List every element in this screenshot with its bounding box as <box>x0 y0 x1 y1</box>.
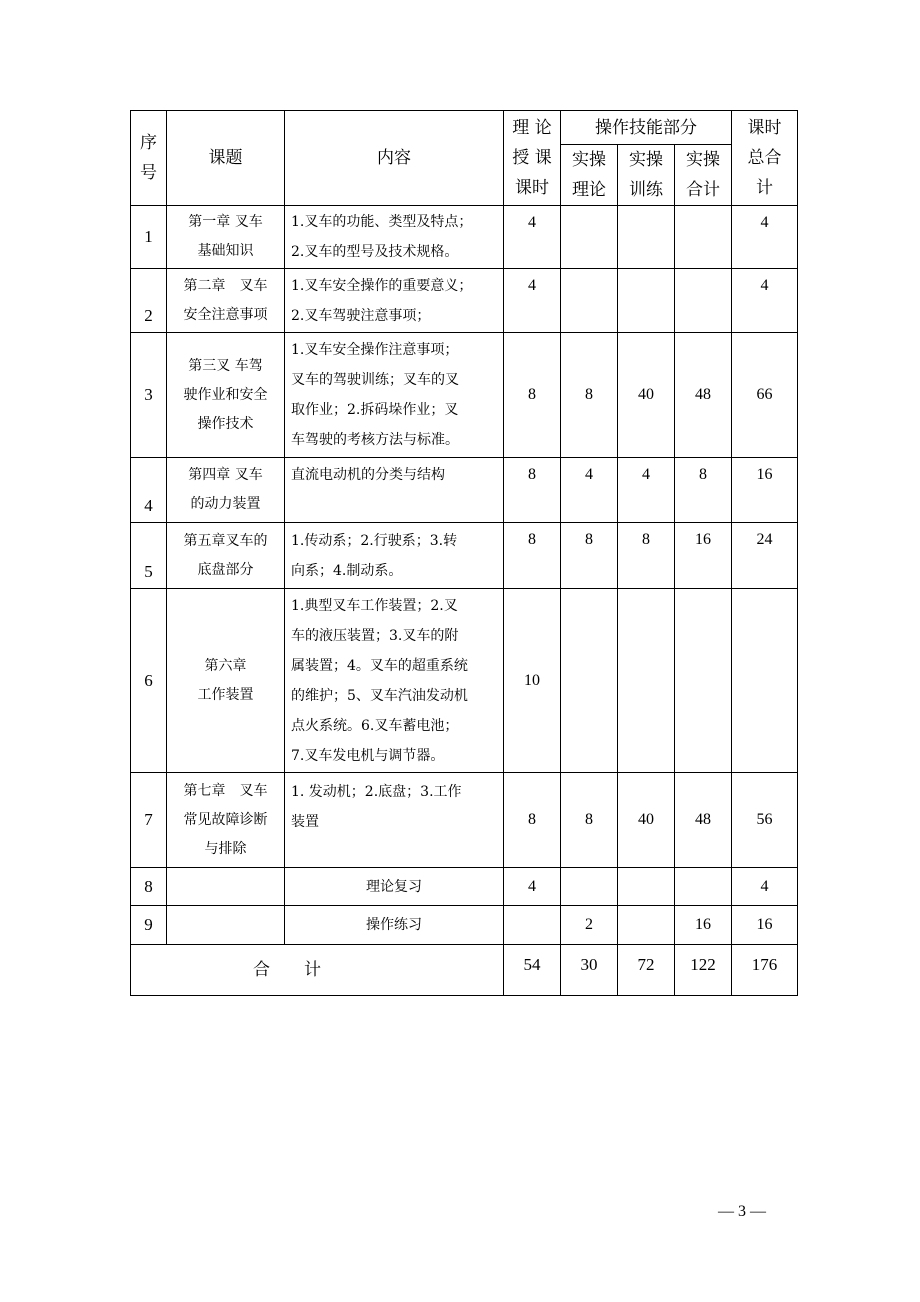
row-seq: 6 <box>131 589 167 773</box>
table-row <box>131 206 798 269</box>
totals-ops-training: 72 <box>618 945 675 996</box>
row-ops-theory: 4 <box>561 458 618 523</box>
topic-line: 第三叉 车驾 <box>188 357 263 374</box>
row-seq: 3 <box>131 333 167 458</box>
header-theory-line: 授 课 <box>512 148 552 168</box>
row-ops-total: 48 <box>675 333 732 458</box>
header-ops-line: 实操 <box>686 150 720 170</box>
header-total-line: 总合 <box>747 148 782 168</box>
content-line: 的维护；5、叉车汽油发动机 <box>291 687 468 704</box>
table-row <box>131 589 798 773</box>
content-line: 1. 发动机；2.底盘；3.工作 <box>291 784 462 800</box>
header-ops-line: 实操 <box>629 150 663 170</box>
header-theory-hours <box>504 111 561 206</box>
content-line: 向系；4.制动系。 <box>291 562 403 579</box>
row-content <box>285 523 504 589</box>
header-ops-line: 理论 <box>572 180 606 200</box>
row-seq: 4 <box>131 458 167 523</box>
row-ops-training <box>618 589 675 773</box>
course-hours-table <box>130 110 798 996</box>
row-ops-total <box>675 589 732 773</box>
header-ops-line: 训练 <box>629 180 663 200</box>
row-seq: 7 <box>131 773 167 868</box>
topic-line: 第七章 叉车 <box>183 782 268 799</box>
totals-ops-total: 122 <box>675 945 732 996</box>
row-ops-training <box>618 269 675 333</box>
row-total-hours: 4 <box>732 269 798 333</box>
row-ops-training: 40 <box>618 773 675 868</box>
header-ops-training <box>618 145 675 206</box>
row-topic <box>167 589 285 773</box>
header-ops-line: 合计 <box>686 180 720 200</box>
header-seq <box>131 111 167 206</box>
course-hours-table-container <box>130 110 797 996</box>
row-content <box>285 589 504 773</box>
row-ops-theory <box>561 589 618 773</box>
row-ops-training <box>618 868 675 906</box>
content-line: 车驾驶的考核方法与标准。 <box>291 432 459 448</box>
table-row <box>131 269 798 333</box>
totals-ops-theory: 30 <box>561 945 618 996</box>
row-seq: 1 <box>131 206 167 269</box>
row-ops-training: 40 <box>618 333 675 458</box>
header-ops-line: 实操 <box>572 150 606 170</box>
topic-line: 第四章 叉车 <box>188 467 263 483</box>
row-ops-total: 48 <box>675 773 732 868</box>
topic-line: 的动力装置 <box>190 496 261 512</box>
row-topic <box>167 906 285 945</box>
row-content <box>285 206 504 269</box>
row-topic <box>167 269 285 333</box>
header-total-line: 课时 <box>747 118 782 138</box>
table-row <box>131 523 798 589</box>
topic-line: 第六章 <box>204 657 247 674</box>
row-ops-training: 8 <box>618 523 675 589</box>
header-topic: 课题 <box>167 111 285 206</box>
table-row <box>131 868 798 906</box>
content-line: 1.叉车的功能、类型及特点； <box>291 214 473 230</box>
content-line: 2.叉车驾驶注意事项； <box>291 307 431 324</box>
content-line: 1.典型叉车工作装置；2.叉 <box>291 597 458 614</box>
topic-line: 基础知识 <box>197 243 254 259</box>
header-total-line: 计 <box>756 178 774 198</box>
row-content <box>285 773 504 868</box>
content-line: 装置 <box>291 814 319 830</box>
row-theory-hours: 8 <box>504 523 561 589</box>
row-total-hours: 16 <box>732 906 798 945</box>
header-ops-theory <box>561 145 618 206</box>
topic-line: 第一章 叉车 <box>188 214 263 230</box>
row-content <box>285 458 504 523</box>
row-theory-hours <box>504 906 561 945</box>
row-ops-theory <box>561 269 618 333</box>
table-row <box>131 773 798 868</box>
content-line: 叉车的驾驶训练；叉车的叉 <box>291 372 459 388</box>
topic-line: 操作技术 <box>197 415 254 432</box>
topic-line: 驶作业和安全 <box>183 386 268 403</box>
row-theory-hours: 8 <box>504 458 561 523</box>
header-ops-group: 操作技能部分 <box>561 111 732 145</box>
row-total-hours: 56 <box>732 773 798 868</box>
row-topic <box>167 206 285 269</box>
topic-line: 常见故障诊断 <box>183 811 268 828</box>
header-content: 内容 <box>285 111 504 206</box>
totals-total-hours: 176 <box>732 945 798 996</box>
row-theory-hours: 4 <box>504 206 561 269</box>
row-theory-hours: 4 <box>504 269 561 333</box>
row-ops-theory: 2 <box>561 906 618 945</box>
row-total-hours: 66 <box>732 333 798 458</box>
row-topic <box>167 333 285 458</box>
content-line: 1.叉车安全操作的重要意义； <box>291 277 473 294</box>
row-ops-total: 16 <box>675 906 732 945</box>
content-line: 直流电动机的分类与结构 <box>291 467 445 483</box>
row-total-hours: 16 <box>732 458 798 523</box>
header-seq-line: 序 <box>140 133 157 153</box>
row-content: 操作练习 <box>285 906 504 945</box>
topic-line: 工作装置 <box>197 686 254 703</box>
row-theory-hours: 8 <box>504 773 561 868</box>
row-content <box>285 269 504 333</box>
table-row <box>131 333 798 458</box>
topic-line: 第五章叉车的 <box>183 532 268 549</box>
content-line: 取作业；2.拆码垛作业；叉 <box>291 402 459 418</box>
row-total-hours: 4 <box>732 206 798 269</box>
content-line: 2.叉车的型号及技术规格。 <box>291 244 459 260</box>
row-seq: 2 <box>131 269 167 333</box>
row-ops-theory: 8 <box>561 333 618 458</box>
row-ops-total: 16 <box>675 523 732 589</box>
row-ops-training <box>618 206 675 269</box>
row-topic <box>167 868 285 906</box>
header-theory-line: 课时 <box>515 178 549 198</box>
totals-row <box>131 945 798 996</box>
content-line: 车的液压装置；3.叉车的附 <box>291 627 459 644</box>
row-theory-hours: 10 <box>504 589 561 773</box>
row-content <box>285 333 504 458</box>
row-theory-hours: 8 <box>504 333 561 458</box>
topic-line: 安全注意事项 <box>183 306 268 323</box>
row-ops-total <box>675 206 732 269</box>
content-line: 点火系统。6.叉车蓄电池； <box>291 717 459 734</box>
header-seq-line: 号 <box>140 163 157 183</box>
header-theory-line: 理 论 <box>512 118 552 138</box>
topic-line: 与排除 <box>204 840 247 857</box>
totals-theory-hours: 54 <box>504 945 561 996</box>
row-content: 理论复习 <box>285 868 504 906</box>
page-number: — 3 — <box>718 1203 766 1220</box>
row-ops-theory <box>561 206 618 269</box>
row-total-hours: 4 <box>732 868 798 906</box>
row-ops-theory: 8 <box>561 773 618 868</box>
topic-line: 第二章 叉车 <box>183 277 268 294</box>
row-ops-total <box>675 269 732 333</box>
row-total-hours: 24 <box>732 523 798 589</box>
row-total-hours <box>732 589 798 773</box>
row-ops-total <box>675 868 732 906</box>
row-ops-theory: 8 <box>561 523 618 589</box>
content-line: 1.叉车安全操作注意事项； <box>291 342 459 358</box>
row-ops-training: 4 <box>618 458 675 523</box>
content-line: 1.传动系；2.行驶系；3.转 <box>291 532 458 549</box>
totals-label: 合 计 <box>131 945 504 996</box>
table-row <box>131 458 798 523</box>
row-seq: 9 <box>131 906 167 945</box>
row-topic <box>167 458 285 523</box>
row-topic <box>167 523 285 589</box>
row-ops-total: 8 <box>675 458 732 523</box>
content-line: 7.叉车发电机与调节器。 <box>291 747 445 764</box>
header-total-hours <box>732 111 798 206</box>
topic-line: 底盘部分 <box>197 561 254 578</box>
row-ops-theory <box>561 868 618 906</box>
row-theory-hours: 4 <box>504 868 561 906</box>
header-ops-total <box>675 145 732 206</box>
row-seq: 5 <box>131 523 167 589</box>
row-seq: 8 <box>131 868 167 906</box>
row-topic <box>167 773 285 868</box>
row-ops-training <box>618 906 675 945</box>
content-line: 属装置；4。叉车的超重系统 <box>291 657 468 674</box>
table-row <box>131 906 798 945</box>
